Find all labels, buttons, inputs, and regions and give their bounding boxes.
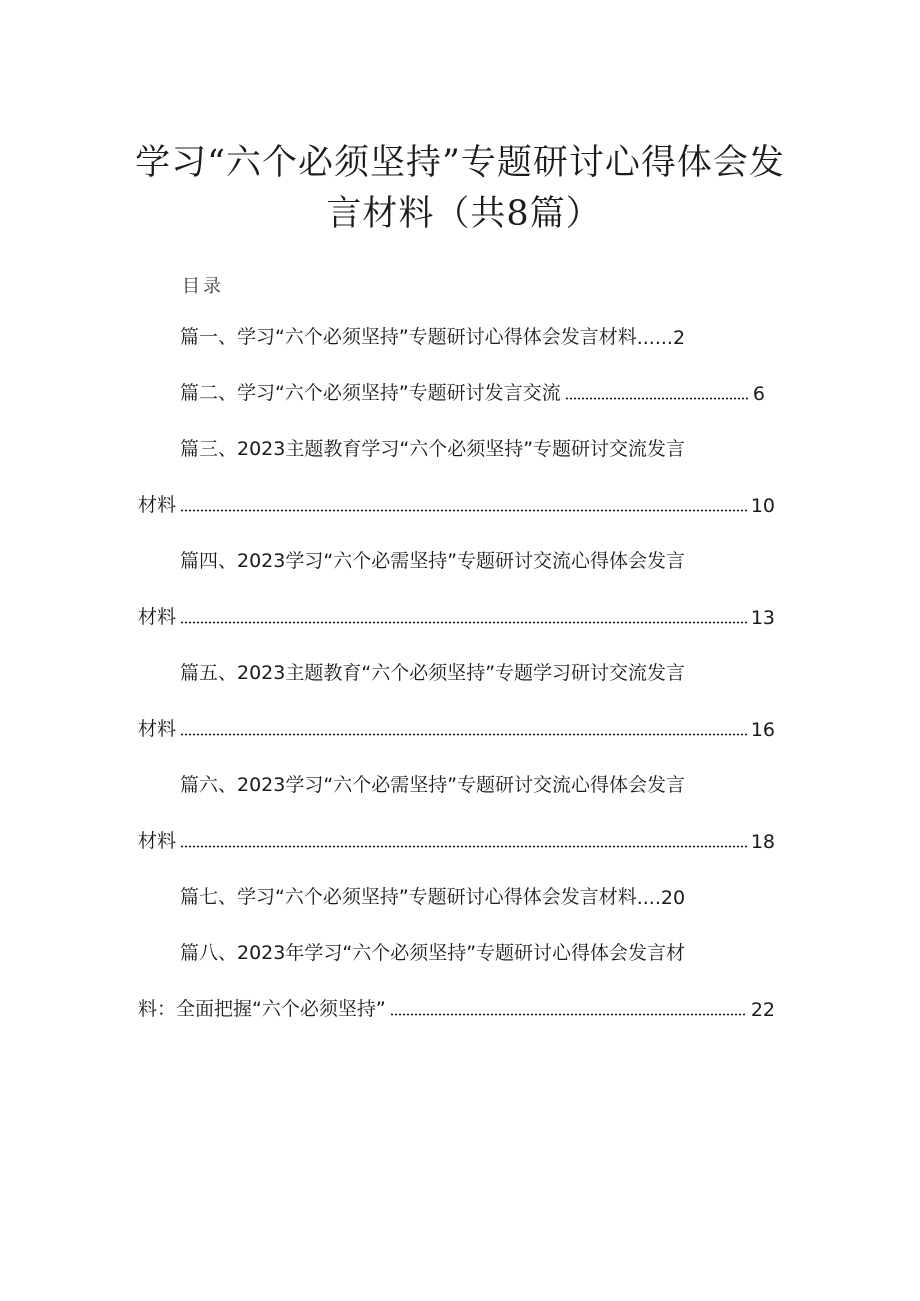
toc-entry-text: 材料 bbox=[138, 830, 177, 852]
document-title-line-2: 言材料（共8篇） bbox=[326, 194, 602, 234]
toc-entry-2[interactable] bbox=[180, 381, 765, 405]
toc-entry-text: 料：全面把握“六个必须坚持” bbox=[138, 998, 386, 1020]
toc-entry-4-cont[interactable] bbox=[138, 605, 775, 629]
toc-entry-page: 2 bbox=[672, 327, 686, 349]
toc-entry-page: 16 bbox=[750, 719, 775, 741]
toc-entry-text: 材料 bbox=[138, 606, 177, 628]
toc-entry-leader: .... bbox=[636, 887, 661, 909]
toc-entry-page: 20 bbox=[660, 887, 686, 909]
toc-entry-5-cont[interactable] bbox=[138, 717, 775, 741]
toc-entry-6-cont[interactable] bbox=[138, 829, 775, 853]
toc-entry-page: 10 bbox=[750, 495, 775, 517]
toc-entry-text: 篇七、学习“六个必须坚持”专题研讨心得体会发言材料 bbox=[180, 886, 637, 908]
toc-entry-8-cont[interactable] bbox=[138, 997, 775, 1021]
toc-entry-page: 6 bbox=[752, 383, 765, 405]
toc-dot-leader bbox=[180, 733, 747, 736]
toc-entry-text: 篇一、学习“六个必须坚持”专题研讨心得体会发言材料 bbox=[180, 326, 637, 348]
toc-dot-leader bbox=[565, 397, 749, 400]
toc-entry-text: 材料 bbox=[138, 494, 177, 516]
toc-entry-8[interactable]: 篇八、2023年学习“六个必须坚持”专题研讨心得体会发言材 bbox=[180, 942, 686, 964]
toc-dot-leader bbox=[180, 845, 747, 848]
toc-entry-3-cont[interactable] bbox=[138, 493, 775, 517]
toc-entry-page: 13 bbox=[750, 607, 775, 629]
toc-entry-leader: ...... bbox=[636, 327, 673, 349]
toc-entry-5[interactable]: 篇五、2023主题教育“六个必须坚持”专题学习研讨交流发言 bbox=[180, 662, 686, 684]
toc-entry-text: 材料 bbox=[138, 718, 177, 740]
toc-dot-leader bbox=[390, 1013, 747, 1016]
toc-dot-leader bbox=[180, 509, 747, 512]
toc-entry-3[interactable]: 篇三、2023主题教育学习“六个必须坚持”专题研讨交流发言 bbox=[180, 438, 686, 460]
toc-entry-4[interactable]: 篇四、2023学习“六个必需坚持”专题研讨交流心得体会发言 bbox=[180, 550, 686, 572]
toc-entry-6[interactable]: 篇六、2023学习“六个必需坚持”专题研讨交流心得体会发言 bbox=[180, 774, 686, 796]
toc-entry-page: 22 bbox=[750, 999, 775, 1021]
toc-entry-page: 18 bbox=[750, 831, 775, 853]
toc-entry-1[interactable] bbox=[180, 325, 685, 349]
toc-dot-leader bbox=[180, 621, 747, 624]
toc-heading: 目录 bbox=[182, 276, 224, 297]
document-title-line-1: 学习“六个必须坚持”专题研讨心得体会发 bbox=[135, 143, 785, 183]
toc-entry-7[interactable] bbox=[180, 885, 685, 909]
toc-entry-text: 篇二、学习“六个必须坚持”专题研讨发言交流 bbox=[180, 382, 561, 404]
